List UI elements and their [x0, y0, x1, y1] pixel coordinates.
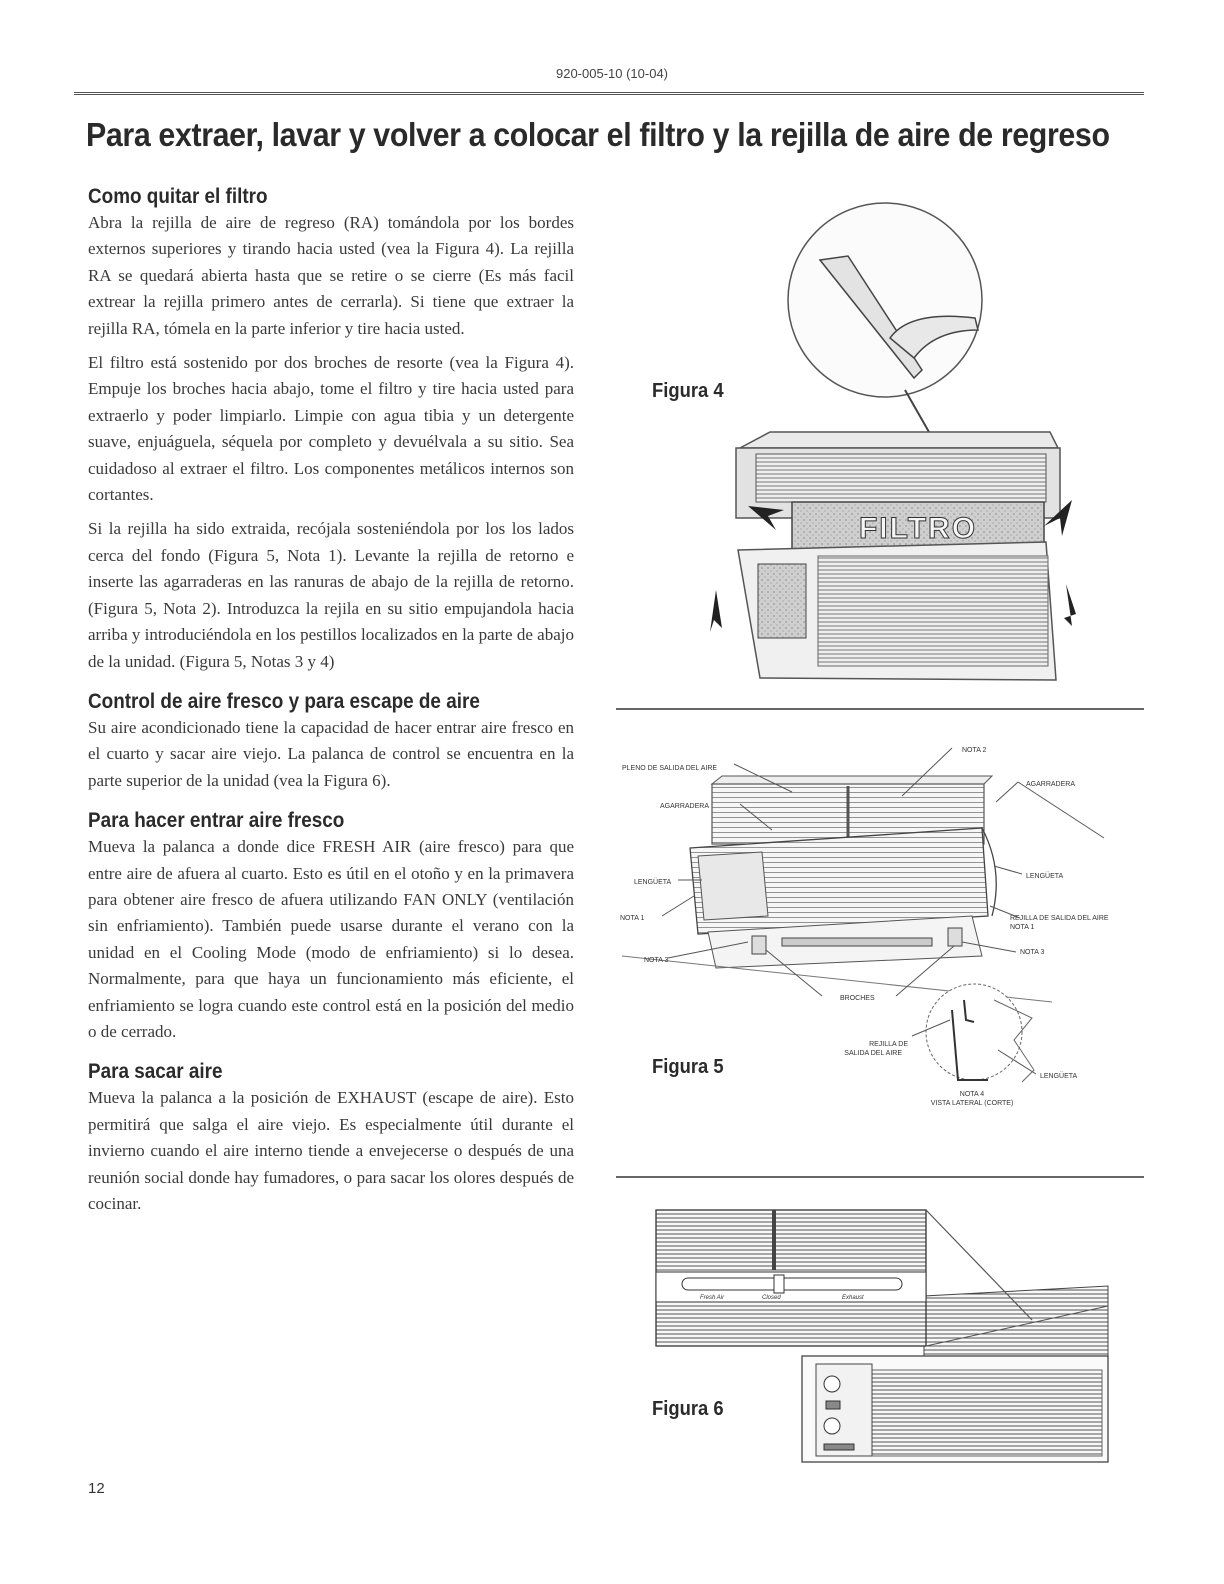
callout-nota-1-left: NOTA 1	[620, 915, 645, 922]
grille-vent-box	[758, 564, 806, 638]
section-heading: Para hacer entrar aire fresco	[88, 809, 345, 833]
filter-label: FILTRO	[858, 512, 978, 545]
header-rule	[74, 92, 1144, 95]
lever-label-closed: Closed	[762, 1295, 781, 1301]
callout-lengueta-right: LENGÜETA	[1026, 873, 1064, 880]
control-knob-top	[824, 1376, 840, 1392]
figure-divider	[616, 1176, 1144, 1178]
callout-rejilla-salida-2: SALIDA DEL AIRE	[844, 1050, 902, 1057]
callout-rejilla-right: REJILLA DE SALIDA DEL AIRE	[1010, 915, 1109, 922]
detail-circle	[926, 984, 1022, 1080]
callout-nota-3-left: NOTA 3	[644, 957, 669, 964]
figure-6-label: Figura 6	[652, 1398, 724, 1420]
section-exhaust	[88, 1059, 574, 1217]
callout-rejilla-salida-1: REJILLA DE	[869, 1041, 908, 1048]
callout-broches: BROCHES	[840, 995, 875, 1002]
document-code: 920-005-10 (10-04)	[555, 66, 669, 81]
section-remove-filter	[88, 184, 574, 675]
magnifier-circle	[788, 203, 982, 397]
callout-nota-3-right: NOTA 3	[1020, 949, 1045, 956]
callout-nota-2: NOTA 2	[962, 747, 987, 754]
callout-vista-lateral: VISTA LATERAL (CORTE)	[930, 1100, 1014, 1107]
callout-agarradera-left: AGARRADERA	[660, 803, 710, 810]
callout-lengueta-detail: LENGÜETA	[1040, 1073, 1078, 1080]
paragraph: Mueva la palanca a donde dice FRESH AIR (aire fresco) para que entre aire de afuera al cuarto. Esto es útil en el otoño y en la primavera para obtener aire fresco de afuera utilizando FAN ONLY (ventilación sin enfriamiento). También puede usarse durante el verano con la unidad en el Cooling Mode (modo de enfriamiento) si lo desea. Normalmente, para que haya un funcionamiento más eficiente, el enfriamiento se logra cuando este control está en la posición del medio o de cerrado.	[88, 837, 574, 1041]
figure-6-illustration	[652, 1196, 1144, 1468]
section-heading: Control de aire fresco y para escape de aire	[88, 689, 480, 713]
control-knob-bottom	[824, 1418, 840, 1434]
pull-arrow-right	[1064, 584, 1076, 626]
callout-nota-4: NOTA 4	[959, 1091, 985, 1098]
figure-divider	[616, 708, 1144, 710]
page-title: Para extraer, lavar y volver a colocar el filtro y la rejilla de aire de regreso	[86, 116, 1110, 153]
paragraph: El filtro está sostenido por dos broches de resorte (vea la Figura 4). Empuje los broches hacia abajo, tome el filtro y tire hacia usted para extraerlo y poder limpiarlo. Limpie con agua tibia y un detergente suave, enjuáguela, séquela por completo y devuélvala a su sitio. Sea cuidadoso al extraer el filtro. Los componentes metálicos internos son cortantes.	[88, 353, 574, 505]
figure-4-label: Figura 4	[652, 380, 724, 402]
callout-lengueta-left: LENGÜETA	[634, 879, 672, 886]
text-column	[88, 184, 574, 1231]
paragraph: Mueva la palanca a la posición de EXHAUST (escape de aire). Esto permitirá que salga el aire viejo. Es especialmente útil durante el invierno cuando el aire interno tiende a envejecerse o después de una reunión social donde hay fumadores, o para sacar los olores después de cocinar.	[88, 1088, 574, 1213]
callout-nota-1-right: NOTA 1	[1010, 924, 1035, 931]
section-heading: Como quitar el filtro	[88, 185, 268, 208]
lever-label-exhaust: Exhaust	[842, 1295, 864, 1301]
figure-5-label: Figura 5	[652, 1056, 724, 1078]
section-fresh-air	[88, 808, 574, 1045]
callout-agarradera-right: AGARRADERA	[1026, 781, 1076, 788]
vent-lever-handle	[774, 1275, 784, 1293]
section-fresh-exhaust-control	[88, 689, 574, 794]
paragraph: Si la rejilla ha sido extraida, recójala sosteniéndola por los los lados cerca del fondo (Figura 5, Nota 1). Levante la rejilla de retorno e inserte las agarraderas en las ranuras de abajo de la rejilla de retorno. (Figura 5, Nota 2). Introduzca la rejila en su sitio empujandola hacia arriba y introduciéndola en los pestillos localizados en la parte de abajo de la unidad. (Figura 5, Notas 3 y 4)	[88, 519, 574, 671]
paragraph: Abra la rejilla de aire de regreso (RA) tomándola por los bordes externos superiores y tirando hacia usted (vea la Figura 4). La rejilla RA se quedará abierta hasta que se retire o se cierre (Es más facil extrear la rejilla primero antes de cerrarla). Si tiene que extraer la rejilla RA, tómela en la parte inferior y tire hacia usted.	[88, 213, 574, 338]
pull-arrow-left	[710, 590, 722, 632]
page-number: 12	[88, 1480, 105, 1497]
vent-lever-slot	[682, 1278, 902, 1290]
section-heading: Para sacar aire	[88, 1060, 223, 1084]
callout-plenum: PLENO DE SALIDA DEL AIRE	[622, 765, 718, 772]
lever-label-fresh-air: Fresh Air	[700, 1295, 725, 1301]
paragraph: Su aire acondicionado tiene la capacidad de hacer entrar aire fresco en el cuarto y sacar aire viejo. La palanca de control se encuentra en la parte superior de la unidad (vea la Figura 6).	[88, 717, 574, 790]
control-panel	[816, 1364, 872, 1456]
figure-4-illustration	[700, 200, 1120, 690]
